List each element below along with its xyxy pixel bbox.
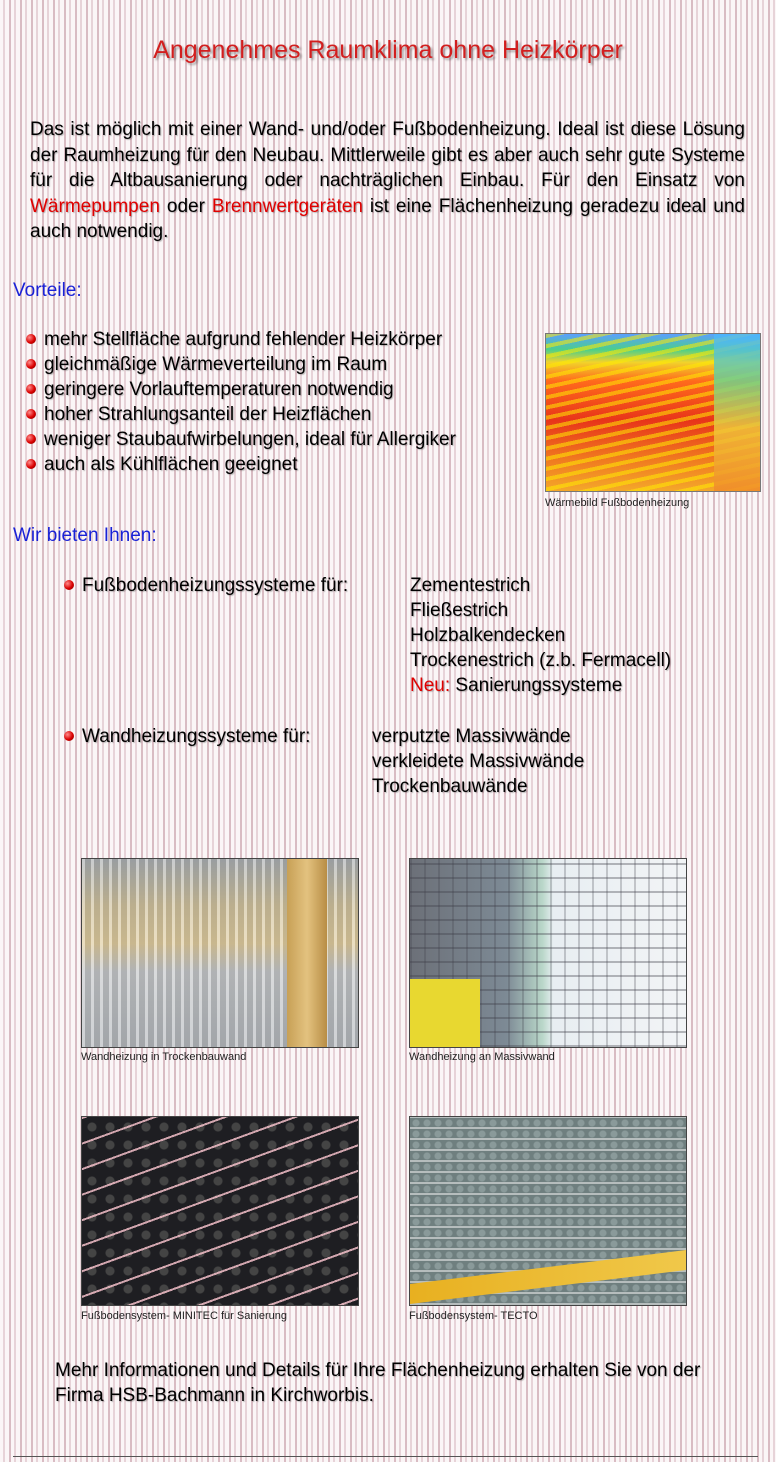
list-item-text: weniger Staubaufwirbelungen, ideal für Allergiker <box>44 429 456 450</box>
bullet-icon <box>26 459 36 469</box>
list-item-text: mehr Stellfläche aufgrund fehlender Heizkörper <box>44 329 443 350</box>
bullet-icon <box>26 409 36 419</box>
tile-area <box>410 979 480 1047</box>
list-item <box>26 377 456 402</box>
list-item <box>26 402 456 427</box>
list-item <box>26 352 456 377</box>
photo-tecto-system[interactable] <box>409 1116 687 1306</box>
list-item <box>26 427 456 452</box>
brennwertgeraete-link[interactable]: Brennwertgeräten <box>211 195 363 217</box>
wall-heating-label <box>64 724 310 749</box>
list-item-text: hoher Strahlungsanteil der Heizflächen <box>44 404 372 425</box>
wall-value: verputzte Massivwände <box>372 726 571 747</box>
wall-heating-label-text: Wandheizungssysteme für: <box>82 726 311 747</box>
photo-minitec-system[interactable] <box>81 1116 359 1306</box>
vorteile-heading: Vorteile: <box>13 280 82 301</box>
photo-caption: Wandheizung an Massivwand <box>409 1051 555 1063</box>
vorteile-list <box>26 327 456 477</box>
list-item <box>26 327 456 352</box>
wall-value: verkleidete Massivwände <box>372 751 585 772</box>
wall-heating-values <box>372 724 584 799</box>
list-item-text: auch als Kühlflächen geeignet <box>44 454 298 475</box>
bullet-icon <box>26 334 36 344</box>
photo-caption: Wandheizung in Trockenbauwand <box>81 1051 247 1063</box>
waermepumpen-link[interactable]: Wärmepumpen <box>30 195 160 217</box>
list-item-text: gleichmäßige Wärmeverteilung im Raum <box>44 354 388 375</box>
wall-heating-section <box>64 724 744 804</box>
new-badge: Neu: <box>410 675 451 696</box>
thermal-image-caption: Wärmebild Fußbodenheizung <box>545 497 690 509</box>
edge-strip <box>410 1250 686 1304</box>
floor-heating-label-text: Fußbodenheizungssysteme für: <box>82 575 349 596</box>
intro-paragraph <box>30 117 745 245</box>
photo-drywall-heating[interactable] <box>81 858 359 1048</box>
floor-heating-values <box>410 573 671 698</box>
angebot-heading: Wir bieten Ihnen: <box>13 525 157 546</box>
list-item-text: geringere Vorlauftemperaturen notwendig <box>44 379 394 400</box>
floor-value: Zementestrich <box>410 575 531 596</box>
divider <box>13 1456 758 1457</box>
photo-caption: Fußbodensystem- MINITEC für Sanierung <box>81 1310 288 1322</box>
intro-text-2: oder <box>159 195 212 217</box>
list-item <box>26 452 456 477</box>
wood-beam <box>287 859 327 1047</box>
thermal-image-wall <box>714 334 760 491</box>
bullet-icon <box>26 359 36 369</box>
floor-value: Holzbalkendecken <box>410 625 566 646</box>
floor-heating-label <box>64 573 348 598</box>
floor-value: Trockenestrich (z.b. Fermacell) <box>410 650 672 671</box>
bullet-icon <box>64 731 74 741</box>
bullet-icon <box>26 434 36 444</box>
floor-value: Fließestrich <box>410 600 509 621</box>
wall-value: Trockenbauwände <box>372 776 528 797</box>
intro-text-1: Das ist möglich mit einer Wand- und/oder Fußbodenheizung. Ideal ist diese Lösung der Raumheizung für den Neubau. Mittlerweile gibt es aber auch sehr gute Systeme für die Altbausanierung oder nachträglichen Einbau. Für den Einsatz von <box>30 119 745 191</box>
floor-value-new <box>410 673 671 698</box>
new-value-text: Sanierungssysteme <box>450 675 623 696</box>
bullet-icon <box>26 384 36 394</box>
thermal-image <box>545 333 761 492</box>
floor-heating-section <box>64 573 744 703</box>
page-title: Angenehmes Raumklima ohne Heizkörper <box>153 36 623 64</box>
bullet-icon <box>64 580 74 590</box>
intro-text-3: ist eine Flächenheizung geradezu ideal und auch notwendig. <box>30 195 745 242</box>
photo-solid-wall-heating[interactable] <box>409 858 687 1048</box>
footer-text: Mehr Informationen und Details für Ihre Flächenheizung erhalten Sie von der Firma HSB-Bachmann in Kirchworbis. <box>55 1360 701 1406</box>
photo-caption: Fußbodensystem- TECTO <box>409 1310 538 1322</box>
